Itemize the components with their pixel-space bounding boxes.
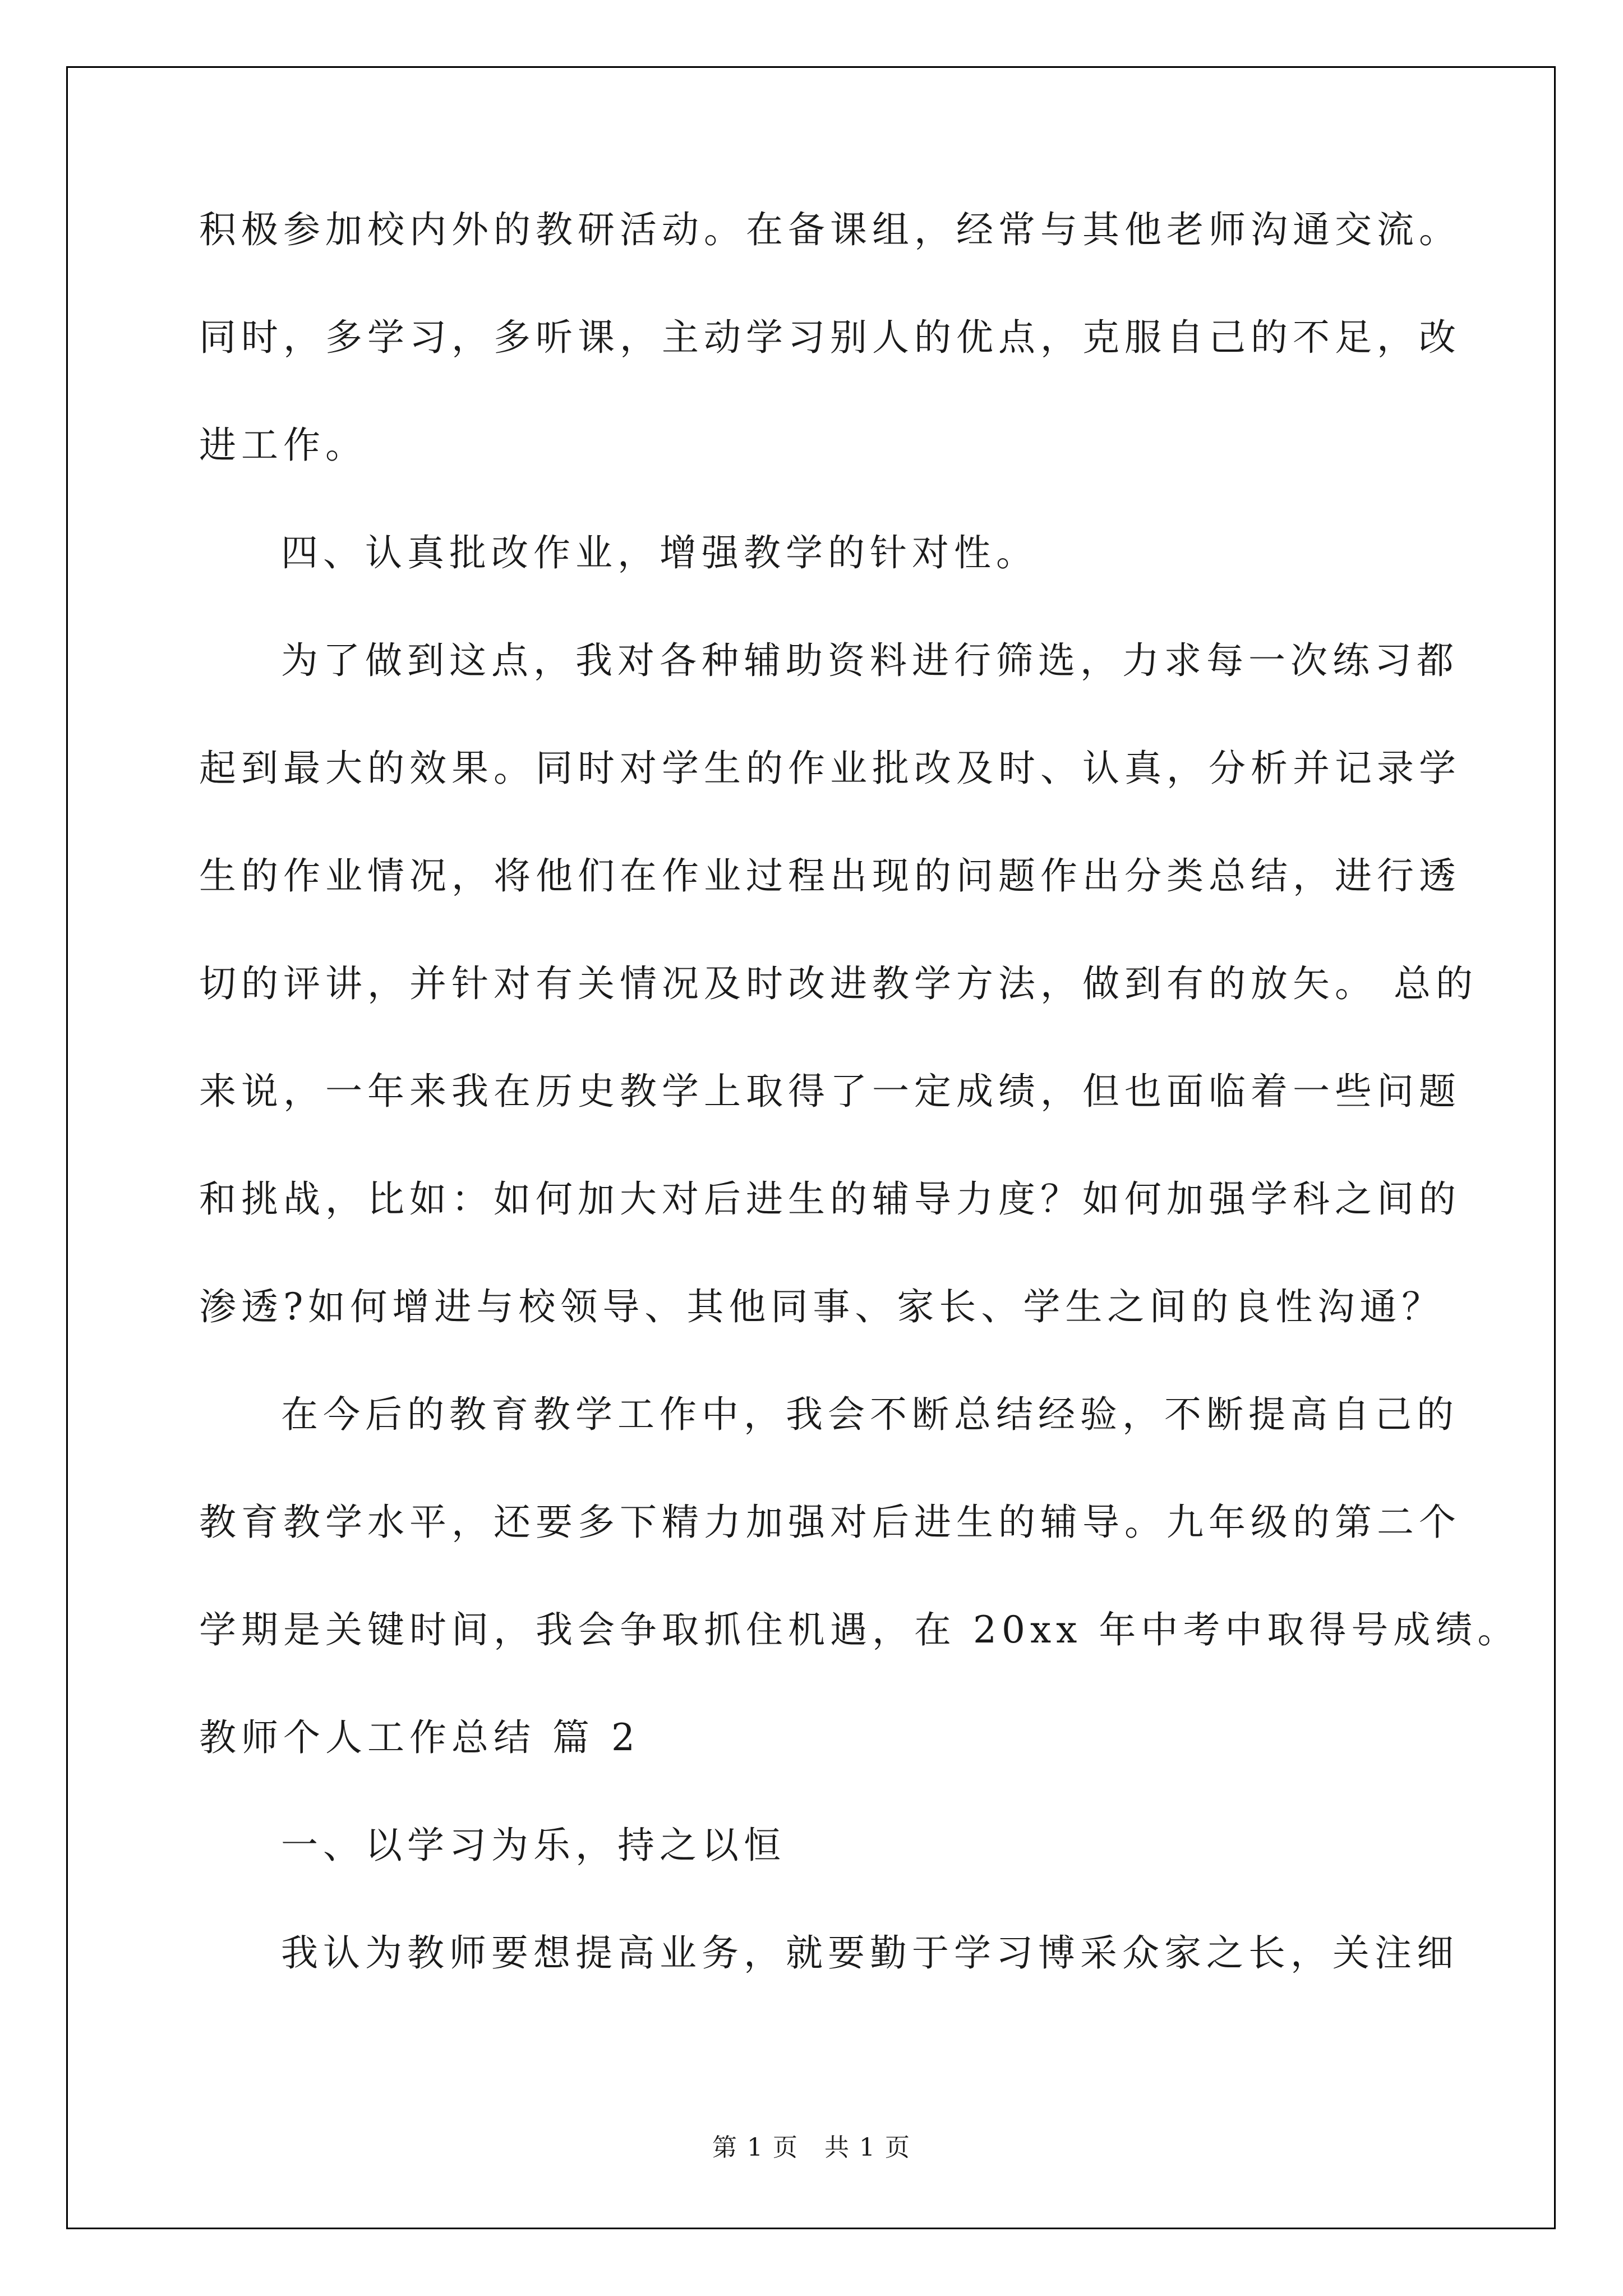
- text-line: 和挑战，比如：如何加大对后进生的辅导力度？如何加强学科之间的: [199, 1177, 1461, 1221]
- text-line: 积极参加校内外的教研活动。在备课组，经常与其他老师沟通交流。: [199, 208, 1461, 251]
- page-number: 第 1 页 共 1 页: [712, 2133, 911, 2162]
- text-line: 来说，一年来我在历史教学上取得了一定成绩，但也面临着一些问题: [199, 1070, 1461, 1113]
- text-line: 为了做到这点，我对各种辅助资料进行筛选，力求每一次练习都: [281, 639, 1459, 682]
- page-border: [66, 66, 1556, 2229]
- text-line: 同时，多学习，多听课，主动学习别人的优点，克服自己的不足，改: [199, 316, 1461, 359]
- article-heading: 教师个人工作总结 篇 2: [199, 1716, 640, 1759]
- text-line: 在今后的教育教学工作中，我会不断总结经验，不断提高自己的: [281, 1393, 1459, 1436]
- text-line: 起到最大的效果。同时对学生的作业批改及时、认真，分析并记录学: [199, 747, 1461, 790]
- text-line: 学期是关键时间，我会争取抓住机遇，在 20xx 年中考中取得号成绩。: [199, 1608, 1520, 1651]
- text-line: 生的作业情况，将他们在作业过程出现的问题作出分类总结，进行透: [199, 854, 1461, 898]
- text-line: 进工作。: [199, 424, 367, 467]
- text-line: 切的评讲，并针对有关情况及时改进教学方法，做到有的放矢。 总的: [199, 962, 1478, 1005]
- section-heading: 一、以学习为乐，持之以恒: [281, 1824, 786, 1867]
- text-line: 我认为教师要想提高业务，就要勤于学习博采众家之长，关注细: [281, 1931, 1459, 1975]
- text-line: 教育教学水平，还要多下精力加强对后进生的辅导。九年级的第二个: [199, 1501, 1461, 1544]
- section-heading: 四、认真批改作业，增强教学的针对性。: [281, 531, 1038, 574]
- text-line: 渗透?如何增进与校领导、其他同事、家长、学生之间的良性沟通？: [199, 1285, 1444, 1328]
